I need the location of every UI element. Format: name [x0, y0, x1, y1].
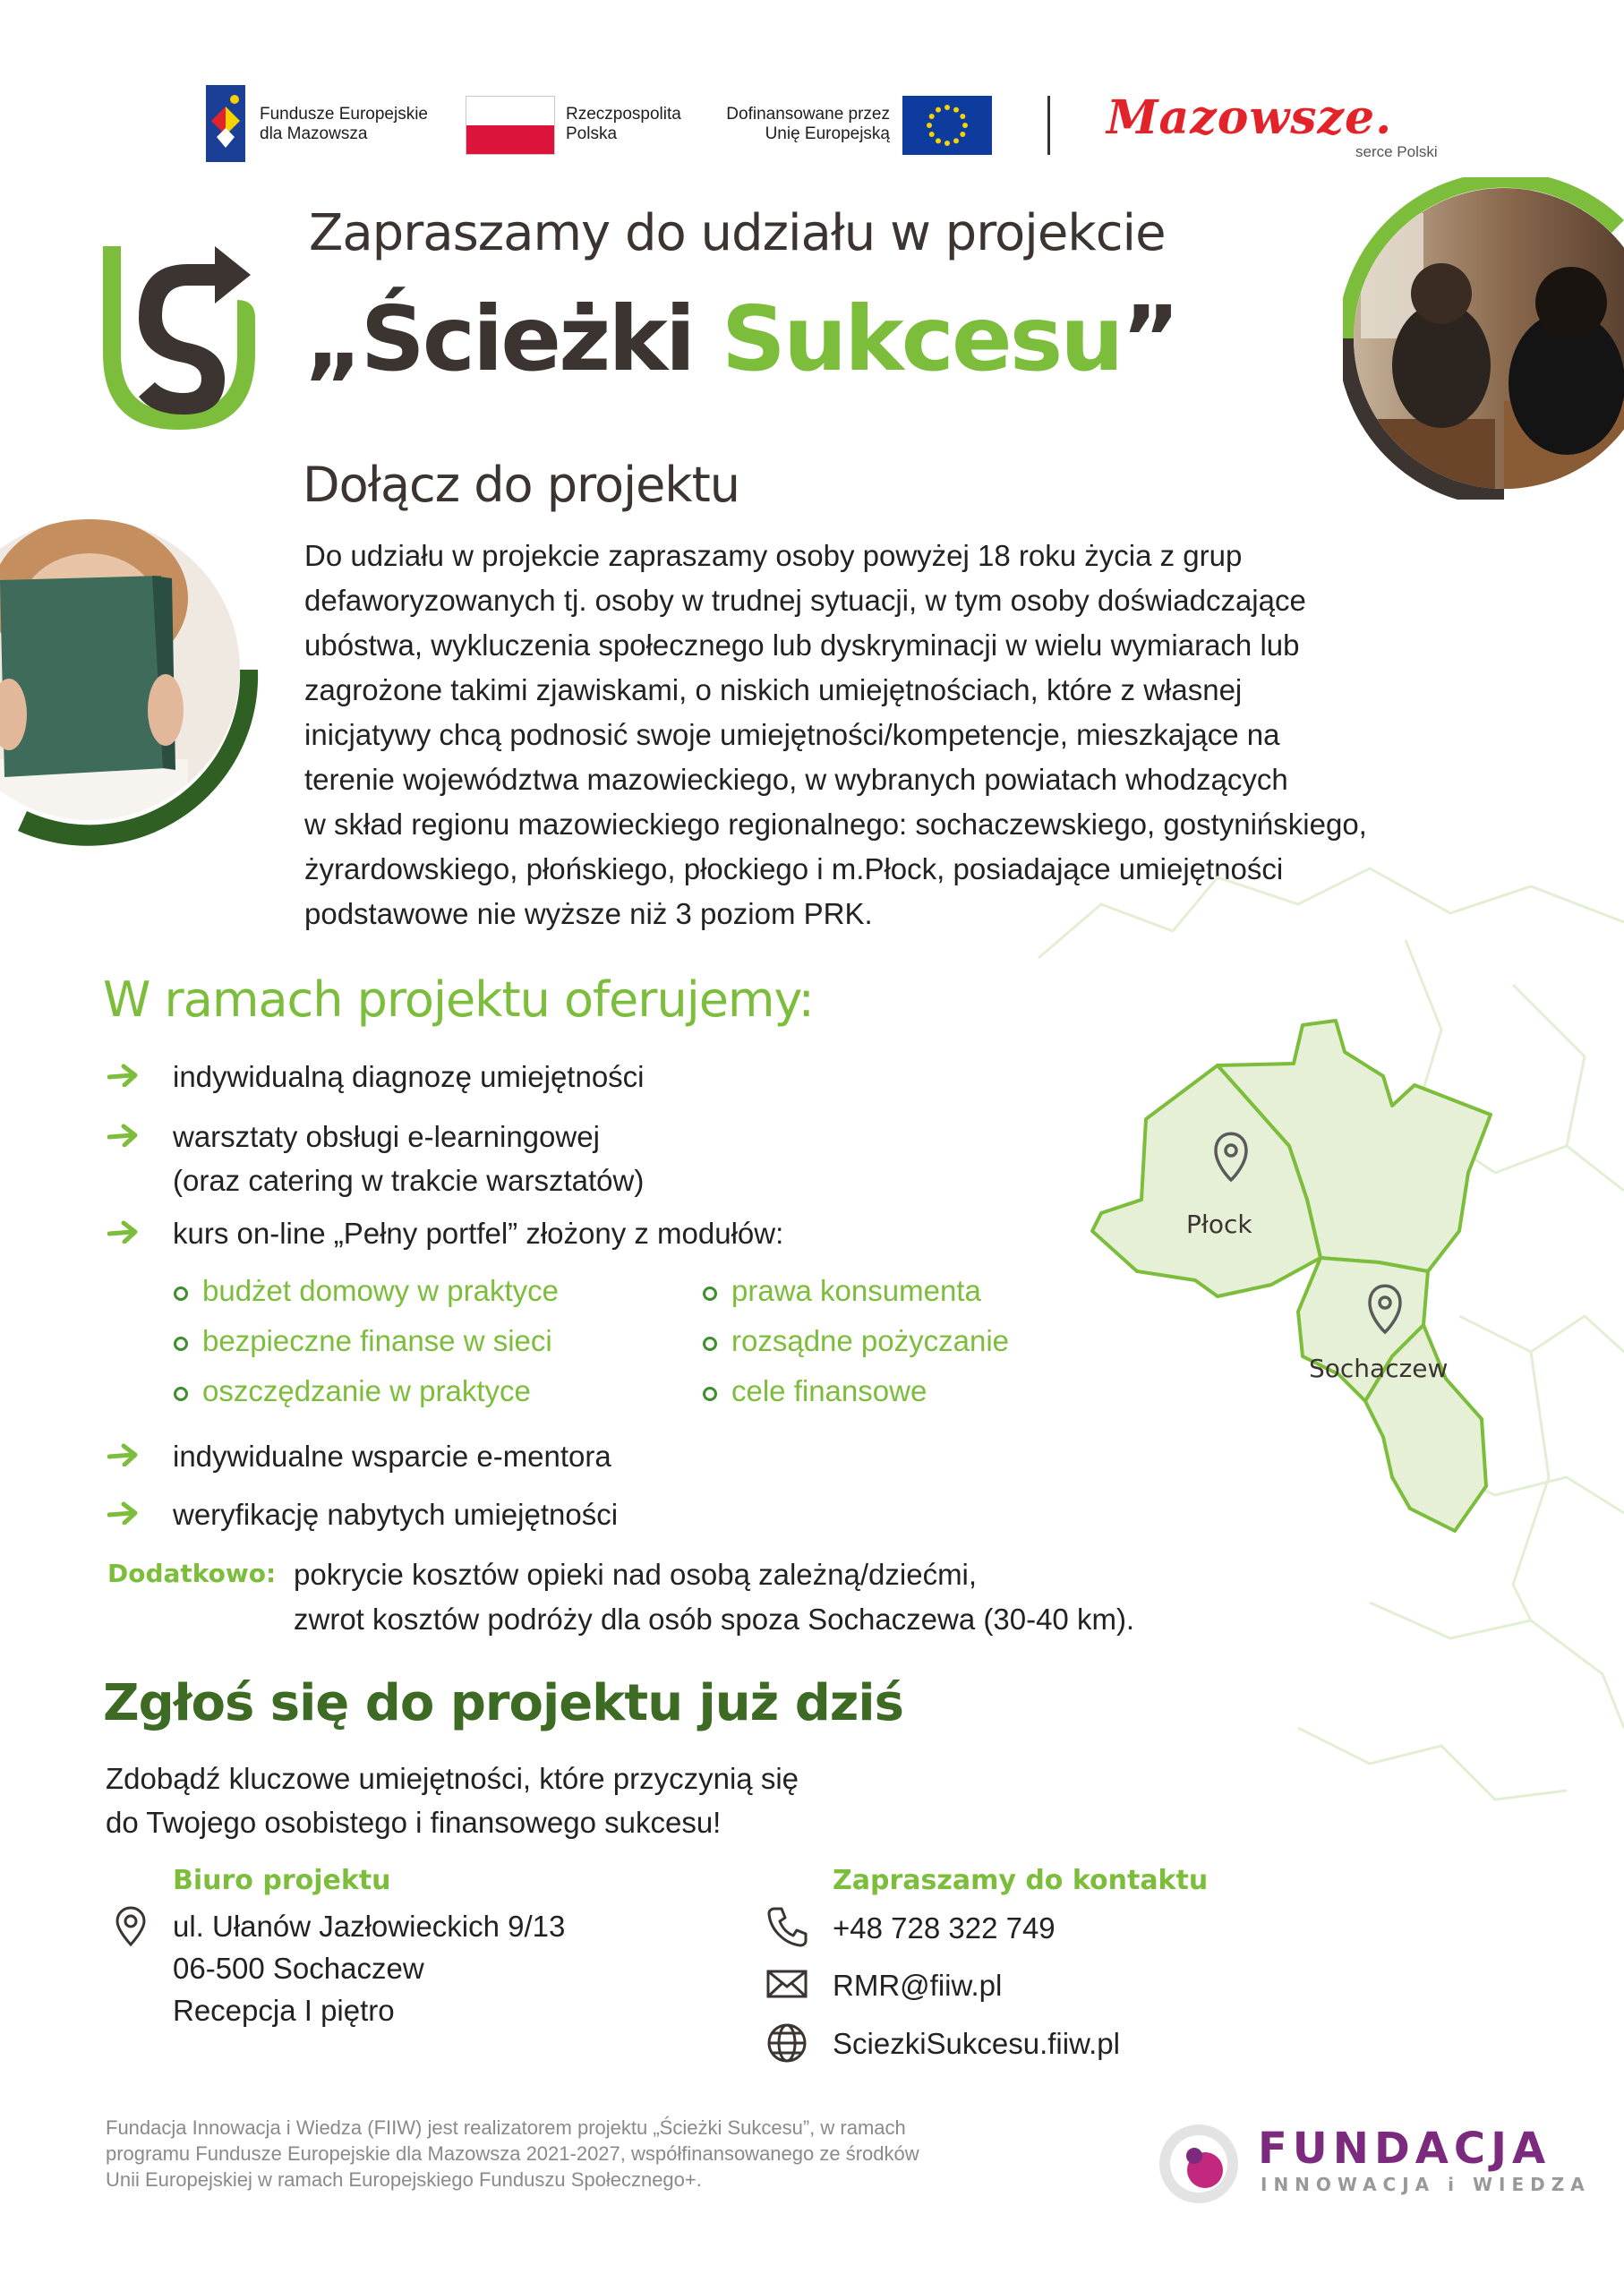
invite-line: Zapraszamy do udziału w projekcie: [309, 204, 1166, 262]
bullet-icon: [703, 1337, 717, 1351]
bullet-icon: [174, 1387, 188, 1401]
intro-line: terenie województwa mazowieckiego, w wybranych powiatach whodzących: [304, 763, 1288, 796]
office-line: Recepcja I piętro: [173, 1994, 395, 2027]
logo-divider: [1047, 96, 1050, 155]
contact-email[interactable]: RMR@fiiw.pl: [833, 1969, 1003, 2002]
location-pin-icon: [109, 1905, 152, 1948]
footer-line: programu Fundusze Europejskie dla Mazowsza 2021-2027, współfinansowanego ze środków: [106, 2142, 919, 2165]
extra-line: pokrycie kosztów opieki nad osobą zależną/dziećmi,: [294, 1558, 978, 1591]
signup-text: [106, 1757, 799, 1844]
contact-phone[interactable]: +48 728 322 749: [833, 1911, 1056, 1945]
logo-strip: [206, 85, 1441, 170]
eu-star: [944, 105, 950, 110]
fundusze-europejskie-logo: [206, 85, 245, 162]
title-green: Sukcesu: [721, 286, 1122, 391]
contact-label: Zapraszamy do kontaktu: [833, 1865, 1209, 1896]
eu-star: [960, 132, 965, 137]
signup-line: do Twojego osobistego i finansowego sukcesu!: [106, 1806, 722, 1839]
arrow-right-icon: [107, 1501, 141, 1525]
phone-icon: [765, 1905, 808, 1948]
city-label-sochaczew: Sochaczew: [1309, 1354, 1449, 1383]
fe-line2: dla Mazowsza: [260, 124, 368, 143]
signup-line: Zdobądź kluczowe umiejętności, które przyczynią się: [106, 1762, 799, 1795]
mazowsze-logo: Mazowsze.: [1107, 90, 1393, 145]
city-label-plock: Płock: [1186, 1210, 1252, 1239]
fiiw-logo-mark: [1155, 2120, 1243, 2208]
footer-line: Fundacja Innowacja i Wiedza (FIIW) jest realizatorem projektu „Ścieżki Sukcesu”, w ramach: [106, 2116, 906, 2139]
eu-line2: Unię Europejską: [765, 124, 890, 143]
offer-item: [107, 1115, 913, 1204]
region-map: [1083, 1012, 1531, 1549]
eu-star: [929, 132, 935, 137]
eu-star: [962, 123, 968, 128]
offer-heading: W ramach projektu oferujemy:: [103, 971, 814, 1028]
module-text: bezpieczne finanse w sieci: [202, 1324, 552, 1357]
office-line: 06-500 Sochaczew: [173, 1952, 424, 1985]
eu-star: [936, 107, 941, 113]
eu-star: [953, 138, 959, 143]
intro-line: w skład regionu mazowieckiego regionalnego: sochaczewskiego, gostynińskiego,: [304, 808, 1367, 841]
offer-item-text: [173, 1115, 644, 1202]
fiiw-name: FUNDACJA: [1258, 2124, 1551, 2174]
reader-photo: [0, 491, 260, 867]
bullet-icon: [174, 1287, 188, 1301]
eu-line1: Dofinansowane przez: [726, 105, 890, 124]
eu-star: [960, 114, 965, 119]
pl-line2: Polska: [566, 124, 618, 143]
mazowsze-tagline: serce Polski: [1355, 143, 1438, 160]
intro-line: podstawowe nie wyższe niż 3 poziom PRK.: [304, 897, 873, 930]
join-heading: Dołącz do projektu: [303, 457, 739, 513]
footer-line: Unii Europejskiej w ramach Europejskiego Funduszu Społecznego+.: [106, 2168, 702, 2191]
contact-website[interactable]: SciezkiSukcesu.fiiw.pl: [833, 2027, 1120, 2060]
module-text: budżet domowy w praktyce: [202, 1274, 560, 1307]
eu-star: [944, 141, 950, 146]
extra-label: Dodatkowo:: [107, 1559, 277, 1588]
students-photo: [1343, 177, 1624, 500]
offer-item-line: warsztaty obsługi e-learningowej: [173, 1120, 600, 1153]
globe-icon: [765, 2022, 808, 2065]
footer-note: [106, 2115, 1090, 2193]
arrow-right-icon: [107, 1124, 141, 1147]
fiiw-subtitle: INNOWACJA i WIEDZA: [1261, 2174, 1591, 2195]
offer-item-text: indywidualną diagnozę umiejętności: [173, 1060, 645, 1093]
module-text: prawa konsumenta: [731, 1274, 981, 1307]
office-label: Biuro projektu: [173, 1865, 391, 1896]
intro-line: żyrardowskiego, płońskiego, płockiego i m.Płock, posiadające umiejętności: [304, 852, 1284, 885]
arrow-right-icon: [107, 1064, 141, 1087]
offer-item: [107, 1492, 913, 1537]
arrow-right-icon: [107, 1220, 141, 1244]
offer-item-text: weryfikację nabytych umiejętności: [173, 1498, 619, 1531]
title-open: „Ścieżki: [304, 286, 722, 391]
extra-line: zwrot kosztów podróży dla osób spoza Sochaczewa (30-40 km).: [294, 1603, 1135, 1636]
eu-flag: [902, 96, 992, 155]
offer-item-text: kurs on-line „Pełny portfel” złożony z modułów:: [173, 1217, 784, 1250]
module-text: rozsądne pożyczanie: [731, 1324, 1010, 1357]
extra-text: [294, 1552, 1134, 1642]
fe-line1: Fundusze Europejskie: [260, 105, 428, 124]
offer-item-line: (oraz catering w trakcie warsztatów): [173, 1164, 645, 1197]
pl-logo-text: [566, 105, 681, 144]
offer-item-text: indywidualne wsparcie e-mentora: [173, 1440, 611, 1473]
offer-item: [107, 1434, 913, 1479]
intro-line: Do udziału w projekcie zapraszamy osoby powyżej 18 roku życia z grup: [304, 539, 1243, 572]
eu-star: [927, 123, 932, 128]
intro-line: inicjatywy chcą podnosić swoje umiejętności/kompetencje, mieszkające na: [304, 718, 1280, 751]
module-text: oszczędzanie w praktyce: [202, 1374, 531, 1407]
arrow-right-icon: [107, 1443, 141, 1466]
fe-logo-text: [260, 105, 428, 144]
bullet-icon: [703, 1287, 717, 1301]
office-address: [173, 1905, 565, 2031]
eu-star: [953, 107, 959, 113]
title-close: ”: [1121, 286, 1178, 391]
bullet-icon: [703, 1387, 717, 1401]
sciezki-sukcesu-logo: [103, 246, 255, 430]
intro-line: zagrożone takimi zjawiskami, o niskich umiejętnościach, które z własnej: [304, 673, 1243, 706]
project-title: [304, 286, 1177, 391]
intro-line: defaworyzowanych tj. osoby w trudnej sytuacji, w tym osoby doświadczające: [304, 584, 1306, 617]
pl-line1: Rzeczpospolita: [566, 105, 681, 124]
eu-star: [929, 114, 935, 119]
signup-heading: Zgłoś się do projektu już dziś: [103, 1674, 903, 1732]
intro-line: ubóstwa, wykluczenia społecznego lub dyskryminacji w wielu wymiarach lub: [304, 628, 1300, 662]
eu-logo-text: [723, 105, 890, 144]
eu-star: [936, 138, 941, 143]
module-text: cele finansowe: [731, 1374, 927, 1407]
office-line: ul. Ułanów Jazłowieckich 9/13: [173, 1910, 566, 1943]
offer-item: [107, 1055, 913, 1099]
bullet-icon: [174, 1337, 188, 1351]
mail-icon: [765, 1962, 808, 2005]
polish-flag: [466, 96, 555, 155]
offer-item: [107, 1211, 1003, 1256]
